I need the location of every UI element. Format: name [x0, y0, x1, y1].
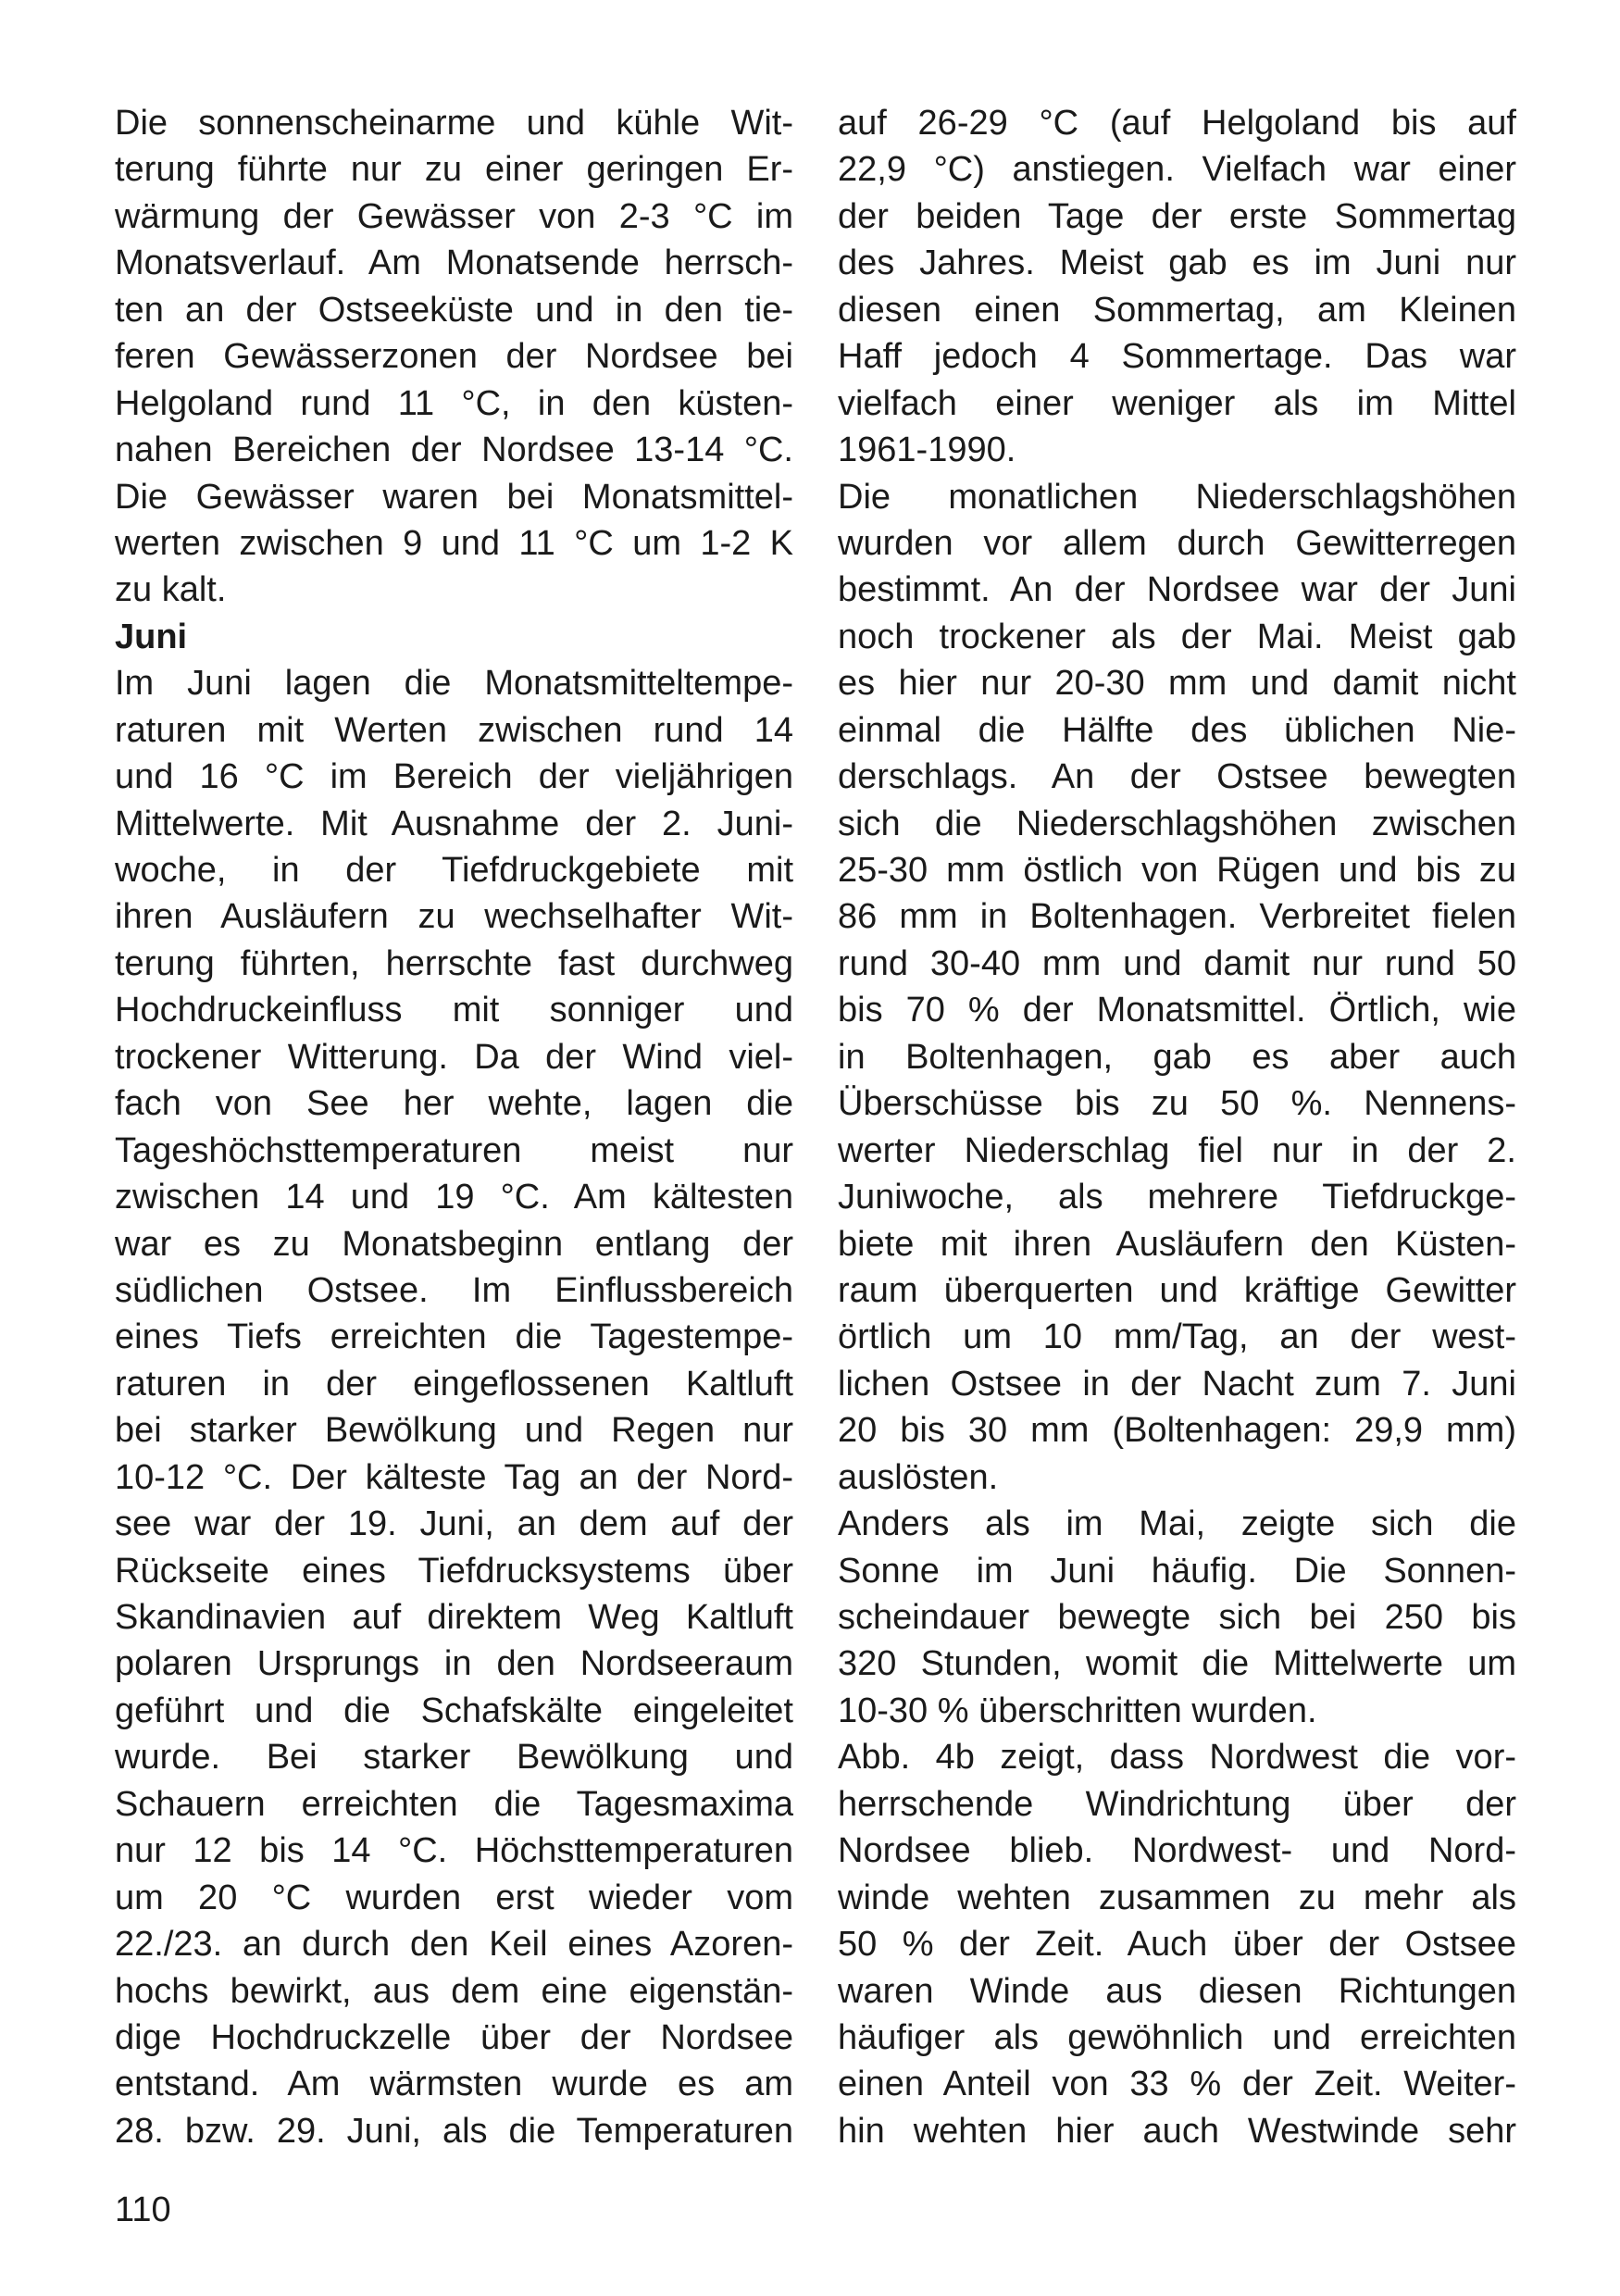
text-line: Abb. 4b zeigt, dass Nordwest die vor- — [838, 1738, 1516, 1778]
text-line: einmal die Hälfte des üblichen Nie- — [838, 710, 1516, 750]
text-line: war es zu Monatsbeginn entlang der — [115, 1224, 793, 1264]
text-line: 86 mm in Boltenhagen. Verbreitet fielen — [838, 897, 1516, 937]
text-line: Helgoland rund 11 °C, in den küsten- — [115, 383, 793, 423]
text-line: see war der 19. Juni, an dem auf der — [115, 1504, 793, 1544]
text-line: wurden vor allem durch Gewitterregen — [838, 523, 1516, 563]
text-line: Schauern erreichten die Tagesmaxima — [115, 1784, 793, 1824]
text-line: 28. bzw. 29. Juni, als die Temperaturen — [115, 2111, 793, 2151]
text-line: Überschüsse bis zu 50 %. Nennens- — [838, 1084, 1516, 1124]
text-line: ten an der Ostseeküste und in den tie- — [115, 290, 793, 330]
text-line: lichen Ostsee in der Nacht zum 7. Juni — [838, 1364, 1516, 1404]
text-line: Die monatlichen Niederschlagshöhen — [838, 477, 1516, 517]
text-line: südlichen Ostsee. Im Einflussbereich — [115, 1270, 793, 1310]
text-line: bestimmt. An der Nordsee war der Juni — [838, 570, 1516, 610]
text-line: 20 bis 30 mm (Boltenhagen: 29,9 mm) — [838, 1411, 1516, 1451]
text-line: auf 26-29 °C (auf Helgoland bis auf — [838, 104, 1516, 143]
text-line: waren Winde aus diesen Richtungen — [838, 1971, 1516, 2011]
text-line: vielfach einer weniger als im Mittel — [838, 383, 1516, 423]
text-line: 25-30 mm östlich von Rügen und bis zu — [838, 851, 1516, 890]
text-line: Haff jedoch 4 Sommertage. Das war — [838, 337, 1516, 377]
text-line: Im Juni lagen die Monatsmitteltempe- — [115, 664, 793, 704]
text-line: terung führte nur zu einer geringen Er- — [115, 150, 793, 190]
text-line: winde wehten zusammen zu mehr als — [838, 1878, 1516, 1917]
text-line: scheindauer bewegte sich bei 250 bis — [838, 1598, 1516, 1637]
text-line: zwischen 14 und 19 °C. Am kältesten — [115, 1178, 793, 1217]
right-text-column — [838, 100, 1516, 2154]
text-line: herrschende Windrichtung über der — [838, 1784, 1516, 1824]
text-line: entstand. Am wärmsten wurde es am — [115, 2065, 793, 2104]
text-line: ihren Ausläufern zu wechselhafter Wit- — [115, 897, 793, 937]
text-line: örtlich um 10 mm/Tag, an der west- — [838, 1317, 1516, 1357]
text-line: dige Hochdruckzelle über der Nordsee — [115, 2017, 793, 2057]
text-line: häufiger als gewöhnlich und erreichten — [838, 2017, 1516, 2057]
text-line: hin wehten hier auch Westwinde sehr — [838, 2111, 1516, 2151]
text-line: geführt und die Schafskälte eingeleitet — [115, 1691, 793, 1730]
text-line: wärmung der Gewässer von 2-3 °C im — [115, 196, 793, 236]
text-line: terung führten, herrschte fast durchweg — [115, 943, 793, 983]
text-line: einen Anteil von 33 % der Zeit. Weiter- — [838, 2065, 1516, 2104]
text-line: Juniwoche, als mehrere Tiefdruckge- — [838, 1178, 1516, 1217]
text-line: 22,9 °C) anstiegen. Vielfach war einer — [838, 150, 1516, 190]
text-line: sich die Niederschlagshöhen zwischen — [838, 804, 1516, 843]
text-line: hochs bewirkt, aus dem eine eigenstän- — [115, 1971, 793, 2011]
text-line: der beiden Tage der erste Sommertag — [838, 196, 1516, 236]
text-line: fach von See her wehte, lagen die — [115, 1084, 793, 1124]
text-line: auslösten. — [838, 1457, 999, 1497]
text-line: raturen in der eingeflossenen Kaltluft — [115, 1364, 793, 1404]
text-line: Rückseite eines Tiefdrucksystems über — [115, 1551, 793, 1591]
text-line: trockener Witterung. Da der Wind viel- — [115, 1037, 793, 1077]
text-line: 320 Stunden, womit die Mittelwerte um — [838, 1644, 1516, 1684]
text-line: 10-30 % überschritten wurden. — [838, 1691, 1317, 1730]
section-heading: Juni — [115, 617, 188, 656]
text-line: woche, in der Tiefdruckgebiete mit — [115, 851, 793, 890]
text-line: 22./23. an durch den Keil eines Azoren- — [115, 1925, 793, 1965]
text-line: wurde. Bei starker Bewölkung und — [115, 1738, 793, 1778]
text-line: werter Niederschlag fiel nur in der 2. — [838, 1130, 1516, 1170]
text-line: polaren Ursprungs in den Nordseeraum — [115, 1644, 793, 1684]
text-line: raturen mit Werten zwischen rund 14 — [115, 710, 793, 750]
text-line: Sonne im Juni häufig. Die Sonnen- — [838, 1551, 1516, 1591]
text-line: Die Gewässer waren bei Monatsmittel- — [115, 477, 793, 517]
text-line: eines Tiefs erreichten die Tagestempe- — [115, 1317, 793, 1357]
text-line: bei starker Bewölkung und Regen nur — [115, 1411, 793, 1451]
text-line: 10-12 °C. Der kälteste Tag an der Nord- — [115, 1457, 793, 1497]
text-line: und 16 °C im Bereich der vieljährigen — [115, 757, 793, 797]
text-line: in Boltenhagen, gab es aber auch — [838, 1037, 1516, 1077]
page-number: 110 — [115, 2190, 171, 2229]
text-line: diesen einen Sommertag, am Kleinen — [838, 290, 1516, 330]
text-line: um 20 °C wurden erst wieder vom — [115, 1878, 793, 1917]
text-line: Mittelwerte. Mit Ausnahme der 2. Juni- — [115, 804, 793, 843]
text-line: rund 30-40 mm und damit nur rund 50 — [838, 943, 1516, 983]
text-line: Skandinavien auf direktem Weg Kaltluft — [115, 1598, 793, 1637]
left-text-column — [115, 100, 793, 2154]
text-line: nur 12 bis 14 °C. Höchsttemperaturen — [115, 1831, 793, 1871]
text-line: noch trockener als der Mai. Meist gab — [838, 617, 1516, 656]
text-line: Die sonnenscheinarme und kühle Wit- — [115, 104, 793, 143]
text-line: Anders als im Mai, zeigte sich die — [838, 1504, 1516, 1544]
text-line: zu kalt. — [115, 570, 227, 610]
text-line: biete mit ihren Ausläufern den Küsten- — [838, 1224, 1516, 1264]
text-line: Tageshöchsttemperaturen meist nur — [115, 1130, 793, 1170]
text-line: raum überquerten und kräftige Gewitter — [838, 1270, 1516, 1310]
text-line: Monatsverlauf. Am Monatsende herrsch- — [115, 243, 793, 283]
text-line: Hochdruckeinfluss mit sonniger und — [115, 991, 793, 1030]
text-line: des Jahres. Meist gab es im Juni nur — [838, 243, 1516, 283]
text-line: werten zwischen 9 und 11 °C um 1-2 K — [115, 523, 793, 563]
text-line: 1961-1990. — [838, 430, 1016, 470]
text-line: bis 70 % der Monatsmittel. Örtlich, wie — [838, 991, 1516, 1030]
text-line: es hier nur 20-30 mm und damit nicht — [838, 664, 1516, 704]
text-line: feren Gewässerzonen der Nordsee bei — [115, 337, 793, 377]
text-line: Nordsee blieb. Nordwest- und Nord- — [838, 1831, 1516, 1871]
text-line: 50 % der Zeit. Auch über der Ostsee — [838, 1925, 1516, 1965]
text-line: derschlags. An der Ostsee bewegten — [838, 757, 1516, 797]
text-line: nahen Bereichen der Nordsee 13-14 °C. — [115, 430, 793, 470]
